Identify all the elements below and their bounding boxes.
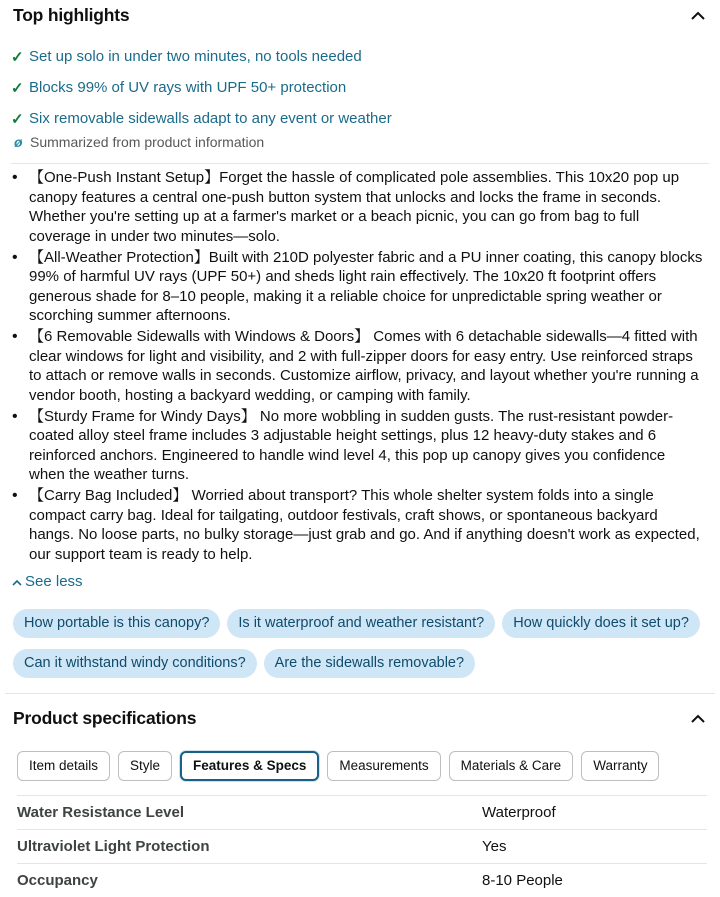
spec-value: Waterproof [482, 804, 556, 821]
question-chip[interactable]: Is it waterproof and weather resistant? [227, 609, 495, 638]
feature-bullet: • 【One-Push Instant Setup】Forget the hassle of complicated pole assemblies. This 10x20 pop up canopy features a central one-push button system that unlocks and locks the frame in seconds. Whether you're setting up at a farmer's market or a beach picnic, you can go from bag to full coverage in under two minutes—solo. [12, 168, 705, 246]
caret-up-icon [12, 575, 22, 589]
spec-table [17, 795, 707, 897]
question-chip[interactable]: Can it withstand windy conditions? [13, 649, 257, 678]
see-less-label: See less [25, 573, 83, 590]
highlight-text: Six removable sidewalls adapt to any event or weather [29, 110, 392, 127]
top-highlights-header[interactable] [13, 5, 708, 26]
product-specifications-header[interactable] [13, 708, 708, 729]
collapse-specs-chevron-up-icon[interactable] [688, 709, 708, 729]
spec-key: Occupancy [17, 872, 98, 889]
check-icon: ✓ [11, 48, 24, 66]
product-specifications-title: Product specifications [13, 708, 197, 728]
spec-row [17, 829, 707, 863]
spec-row [17, 863, 707, 897]
question-chip[interactable]: How portable is this canopy? [13, 609, 220, 638]
question-chip[interactable]: Are the sidewalls removable? [264, 649, 475, 678]
collapse-highlights-chevron-up-icon[interactable] [688, 6, 708, 26]
tab-warranty[interactable]: Warranty [581, 751, 659, 781]
tab-measurements[interactable]: Measurements [327, 751, 440, 781]
question-row [13, 609, 713, 638]
check-icon: ✓ [11, 79, 24, 97]
check-icon: ✓ [11, 110, 24, 128]
summary-note-text: Summarized from product information [30, 134, 265, 150]
question-row [13, 649, 713, 678]
highlight-item [11, 41, 392, 72]
divider [5, 693, 715, 694]
feature-bullet: • 【6 Removable Sidewalls with Windows & Doors】 Comes with 6 detachable sidewalls—4 fitted with clear windows for light and visibility, and 2 with full-zipper doors for easy entry. Use reinforced straps to attach or remove walls in seconds. Customize airflow, privacy, and layout whether you're running a vendor booth, hosting a backyard wedding, or camping with family. [12, 327, 705, 405]
highlight-item [11, 103, 392, 134]
spec-value: Yes [482, 838, 507, 855]
summary-note [14, 134, 264, 150]
highlight-text: Set up solo in under two minutes, no tools needed [29, 48, 362, 65]
top-highlights-title: Top highlights [13, 5, 130, 25]
suggested-questions [13, 609, 713, 689]
question-chip[interactable]: How quickly does it set up? [502, 609, 700, 638]
highlight-item [11, 72, 392, 103]
spec-value: 8-10 People [482, 872, 563, 889]
highlights-list [11, 41, 392, 134]
tab-style[interactable]: Style [118, 751, 172, 781]
spec-row [17, 795, 707, 829]
see-less-link[interactable] [12, 573, 83, 590]
divider [11, 163, 709, 164]
tab-item-details[interactable]: Item details [17, 751, 110, 781]
highlight-text: Blocks 99% of UV rays with UPF 50+ protection [29, 79, 347, 96]
feature-bullets [12, 168, 705, 566]
feature-bullet: • 【Sturdy Frame for Windy Days】 No more wobbling in sudden gusts. The rust-resistant powder-coated alloy steel frame includes 3 adjustable height settings, plus 12 heavy-duty stakes and 6 reinforced anchors. Engineered to handle wind level 4, this pop up canopy gives you confidence when the weather turns. [12, 407, 705, 485]
ai-sparkle-icon: ø [14, 134, 23, 150]
spec-key: Water Resistance Level [17, 804, 185, 821]
feature-bullet: • 【All-Weather Protection】Built with 210D polyester fabric and a PU inner coating, this canopy blocks 99% of harmful UV rays (UPF 50+) and sheds light rain effectively. The 10x20 ft footprint offers generous shade for 8–10 people, making it a reliable choice for unpredictable spring weather or scorching summer afternoons. [12, 248, 705, 326]
tab-features-specs[interactable]: Features & Specs [180, 751, 319, 781]
tab-materials-care[interactable]: Materials & Care [449, 751, 574, 781]
spec-key: Ultraviolet Light Protection [17, 838, 210, 855]
spec-tabs [17, 751, 659, 781]
feature-bullet: • 【Carry Bag Included】 Worried about transport? This whole shelter system folds into a single compact carry bag. Ideal for tailgating, outdoor festivals, craft shows, or spontaneous backyard hangs. No loose parts, no bulky storage—just grab and go. And if anything doesn't work as expected, our support team is ready to help. [12, 486, 705, 564]
